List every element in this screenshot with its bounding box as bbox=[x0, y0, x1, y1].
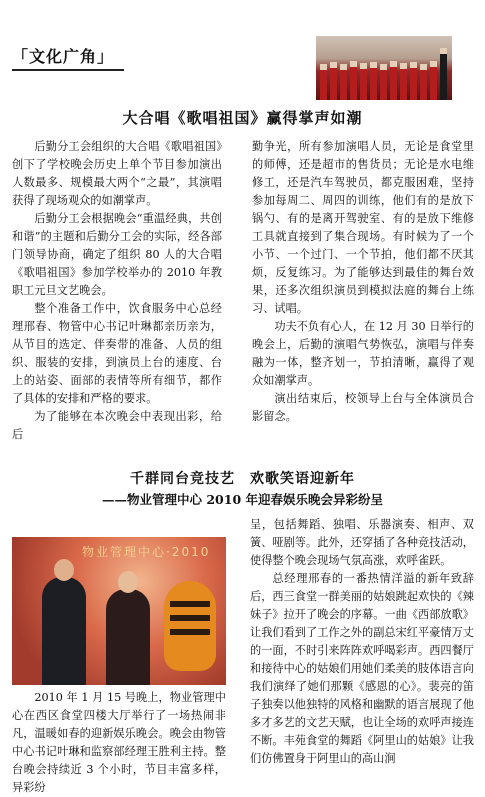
subheadline-2: ——物业管理中心 2010 年迎春娱乐晚会异彩纷呈 bbox=[102, 492, 383, 507]
choir-photo bbox=[316, 36, 452, 100]
tiger-mascot-figure bbox=[164, 581, 216, 671]
paragraph: 2010 年 1 月 15 号晚上，物业管理中心在西区食堂四楼大厅举行了一场热闹非凡，温暖如春的迎新娱乐晚会。晚会由物管中心书记叶琳和监察部经理王胜利主持。整台晚会持续近 3 个小时，节目丰富多样，异彩纷 bbox=[12, 691, 226, 794]
paragraph: 演出结束后，校领导上台与全体演员合影留念。 bbox=[252, 392, 474, 423]
paragraph: 功夫不负有心人，在 12 月 30 日举行的晚会上，后勤的演唱气势恢弘，演唱与伴奏融为一体，整齐划一，节拍清晰，赢得了观众如潮掌声。 bbox=[252, 320, 474, 387]
article-2-left-column bbox=[12, 689, 226, 797]
paragraph-continued: 呈，包括舞蹈、独唱、乐器演奏、相声、双簧、哑剧等。此外，还穿插了各种竞技活动，使得整个晚会现场气氛高涨，欢呼雀跃。 bbox=[250, 518, 474, 567]
section-title: 「文化广角」 bbox=[12, 47, 115, 66]
host-female-figure bbox=[106, 589, 150, 685]
paragraph: 后勤分工会根据晚会“重温经典，共创和谐”的主题和后勤分工会的实际，经各部门领导协商，确定了组织 80 人的大合唱《歌唱祖国》参加学校举办的 2010 年教职工元旦文艺晚会。 bbox=[12, 212, 222, 297]
paragraph-continued: 勤争光，所有参加演唱人员，无论是食堂里的师傅，还是超市的售货员；无论是水电维修工，还是汽车驾驶员，都克服困难，坚持参加每周二、周四的训练，他们有的是放下锅勺、有的是离开驾驶室、有的是放下维修工具就直接到了集合现场。有时候为了一个小节、一个过门、一个节拍，他们都不厌其烦，反复练习。为了能够达到最佳的舞台效果，还多次组织演员到模拟法庭的舞台上练习、试唱。 bbox=[252, 140, 474, 315]
paragraph: 总经理邢春的一番热情洋溢的新年致辞后，西三食堂一群美丽的姑娘跳起欢快的《辣妹子》拉开了晚会的序幕。一曲《西部放歌》让我们看到了工作之外的副总宋红平豪情万丈的一面，不时引来阵阵欢呼喝彩声。西四餐厅和接待中心的姑娘们用她们柔美的肢体语言向我们演绎了她们那颗《感恩的心》。裴亮的笛子独奏以他独特的风格和幽默的语言展现了他多才多艺的文艺天赋，也让全场的欢呼声接连不断。丰苑食堂的舞蹈《阿里山的姑娘》让我们仿佛置身于阿里山的高山涧 bbox=[250, 572, 474, 765]
paragraph: 后勤分工会组织的大合唱《歌唱祖国》创下了学校晚会历史上单个节目参加演出人数最多、规模最大两个“之最”，其演唱获得了现场观众的如潮掌声。 bbox=[12, 140, 222, 207]
paragraph: 为了能够在本次晚会中表现出彩，给后 bbox=[12, 410, 222, 441]
host-male-figure bbox=[42, 577, 86, 685]
headline-1: 大合唱《歌唱祖国》赢得掌声如潮 bbox=[122, 109, 363, 127]
article-1-right-column bbox=[252, 138, 474, 426]
section-underline bbox=[12, 69, 124, 71]
paragraph: 整个准备工作中，饮食服务中心总经理邢春、物管中心书记叶琳都亲历亲为，从节目的选定、伴奏带的准备、人员的组织、服装的安排，到演员上台的速度、台上的站姿、面部的表情等所有细节，都作了具体的安排和严格的要求。 bbox=[12, 302, 222, 405]
article-2-right-column bbox=[250, 516, 474, 768]
article-1-left-column bbox=[12, 138, 222, 444]
photo-banner-text: 物业管理中心·2010 bbox=[82, 545, 211, 559]
section-header bbox=[12, 44, 114, 70]
stage-photo bbox=[12, 537, 226, 685]
headline-2: 千群同台竞技艺 欢歌笑语迎新年 bbox=[130, 471, 355, 487]
